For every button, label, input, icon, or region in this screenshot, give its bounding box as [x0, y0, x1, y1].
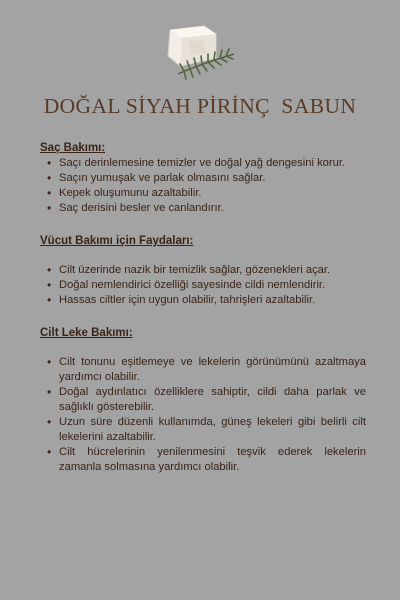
- section-body-care: [40, 234, 366, 308]
- list-item: • Doğal nemlendirici özelliği sayesinde cildi nemlendirir.: [40, 278, 366, 293]
- list-item: • Cilt üzerinde nazik bir temizlik sağlar, gözenekleri açar.: [40, 263, 366, 278]
- section-skin-spot-care: [40, 326, 366, 475]
- section-title: Cilt Leke Bakımı:: [40, 327, 133, 339]
- section-title: Vücut Bakımı için Faydaları:: [40, 235, 194, 247]
- bullet-list: [40, 263, 366, 308]
- bullet-list: [40, 156, 366, 216]
- list-item: • Uzun süre düzenli kullanımda, güneş lekeleri gibi belirli cilt lekelerini azaltabilir.: [40, 415, 366, 445]
- list-item: • Saç derisini besler ve canlandırır.: [40, 201, 366, 216]
- list-item: • Doğal aydınlatıcı özelliklere sahiptir, cildi daha parlak ve sağlıklı gösterebilir.: [40, 385, 366, 415]
- section-hair-care: [40, 141, 366, 216]
- list-item: • Cilt hücrelerinin yenilenmesini teşvik ederek lekelerin zamanla solmasına yardımcı olabilir.: [40, 445, 366, 475]
- soap-with-rosemary-icon: [158, 22, 242, 90]
- list-item: • Cilt tonunu eşitlemeye ve lekelerin görünümünü azaltmaya yardımcı olabilir.: [40, 355, 366, 385]
- content: [40, 141, 366, 475]
- list-item: • Hassas ciltler için uygun olabilir, tahrişleri azaltabilir.: [40, 293, 366, 308]
- list-item: • Saçın yumuşak ve parlak olmasını sağlar.: [40, 171, 366, 186]
- list-item: • Saçı derinlemesine temizler ve doğal yağ dengesini korur.: [40, 156, 366, 171]
- section-title: Saç Bakımı:: [40, 142, 106, 154]
- list-item: • Kepek oluşumunu azaltabilir.: [40, 186, 366, 201]
- bullet-list: [40, 355, 366, 475]
- page-title: DOĞAL SİYAH PİRİNÇ SABUN: [43, 94, 357, 118]
